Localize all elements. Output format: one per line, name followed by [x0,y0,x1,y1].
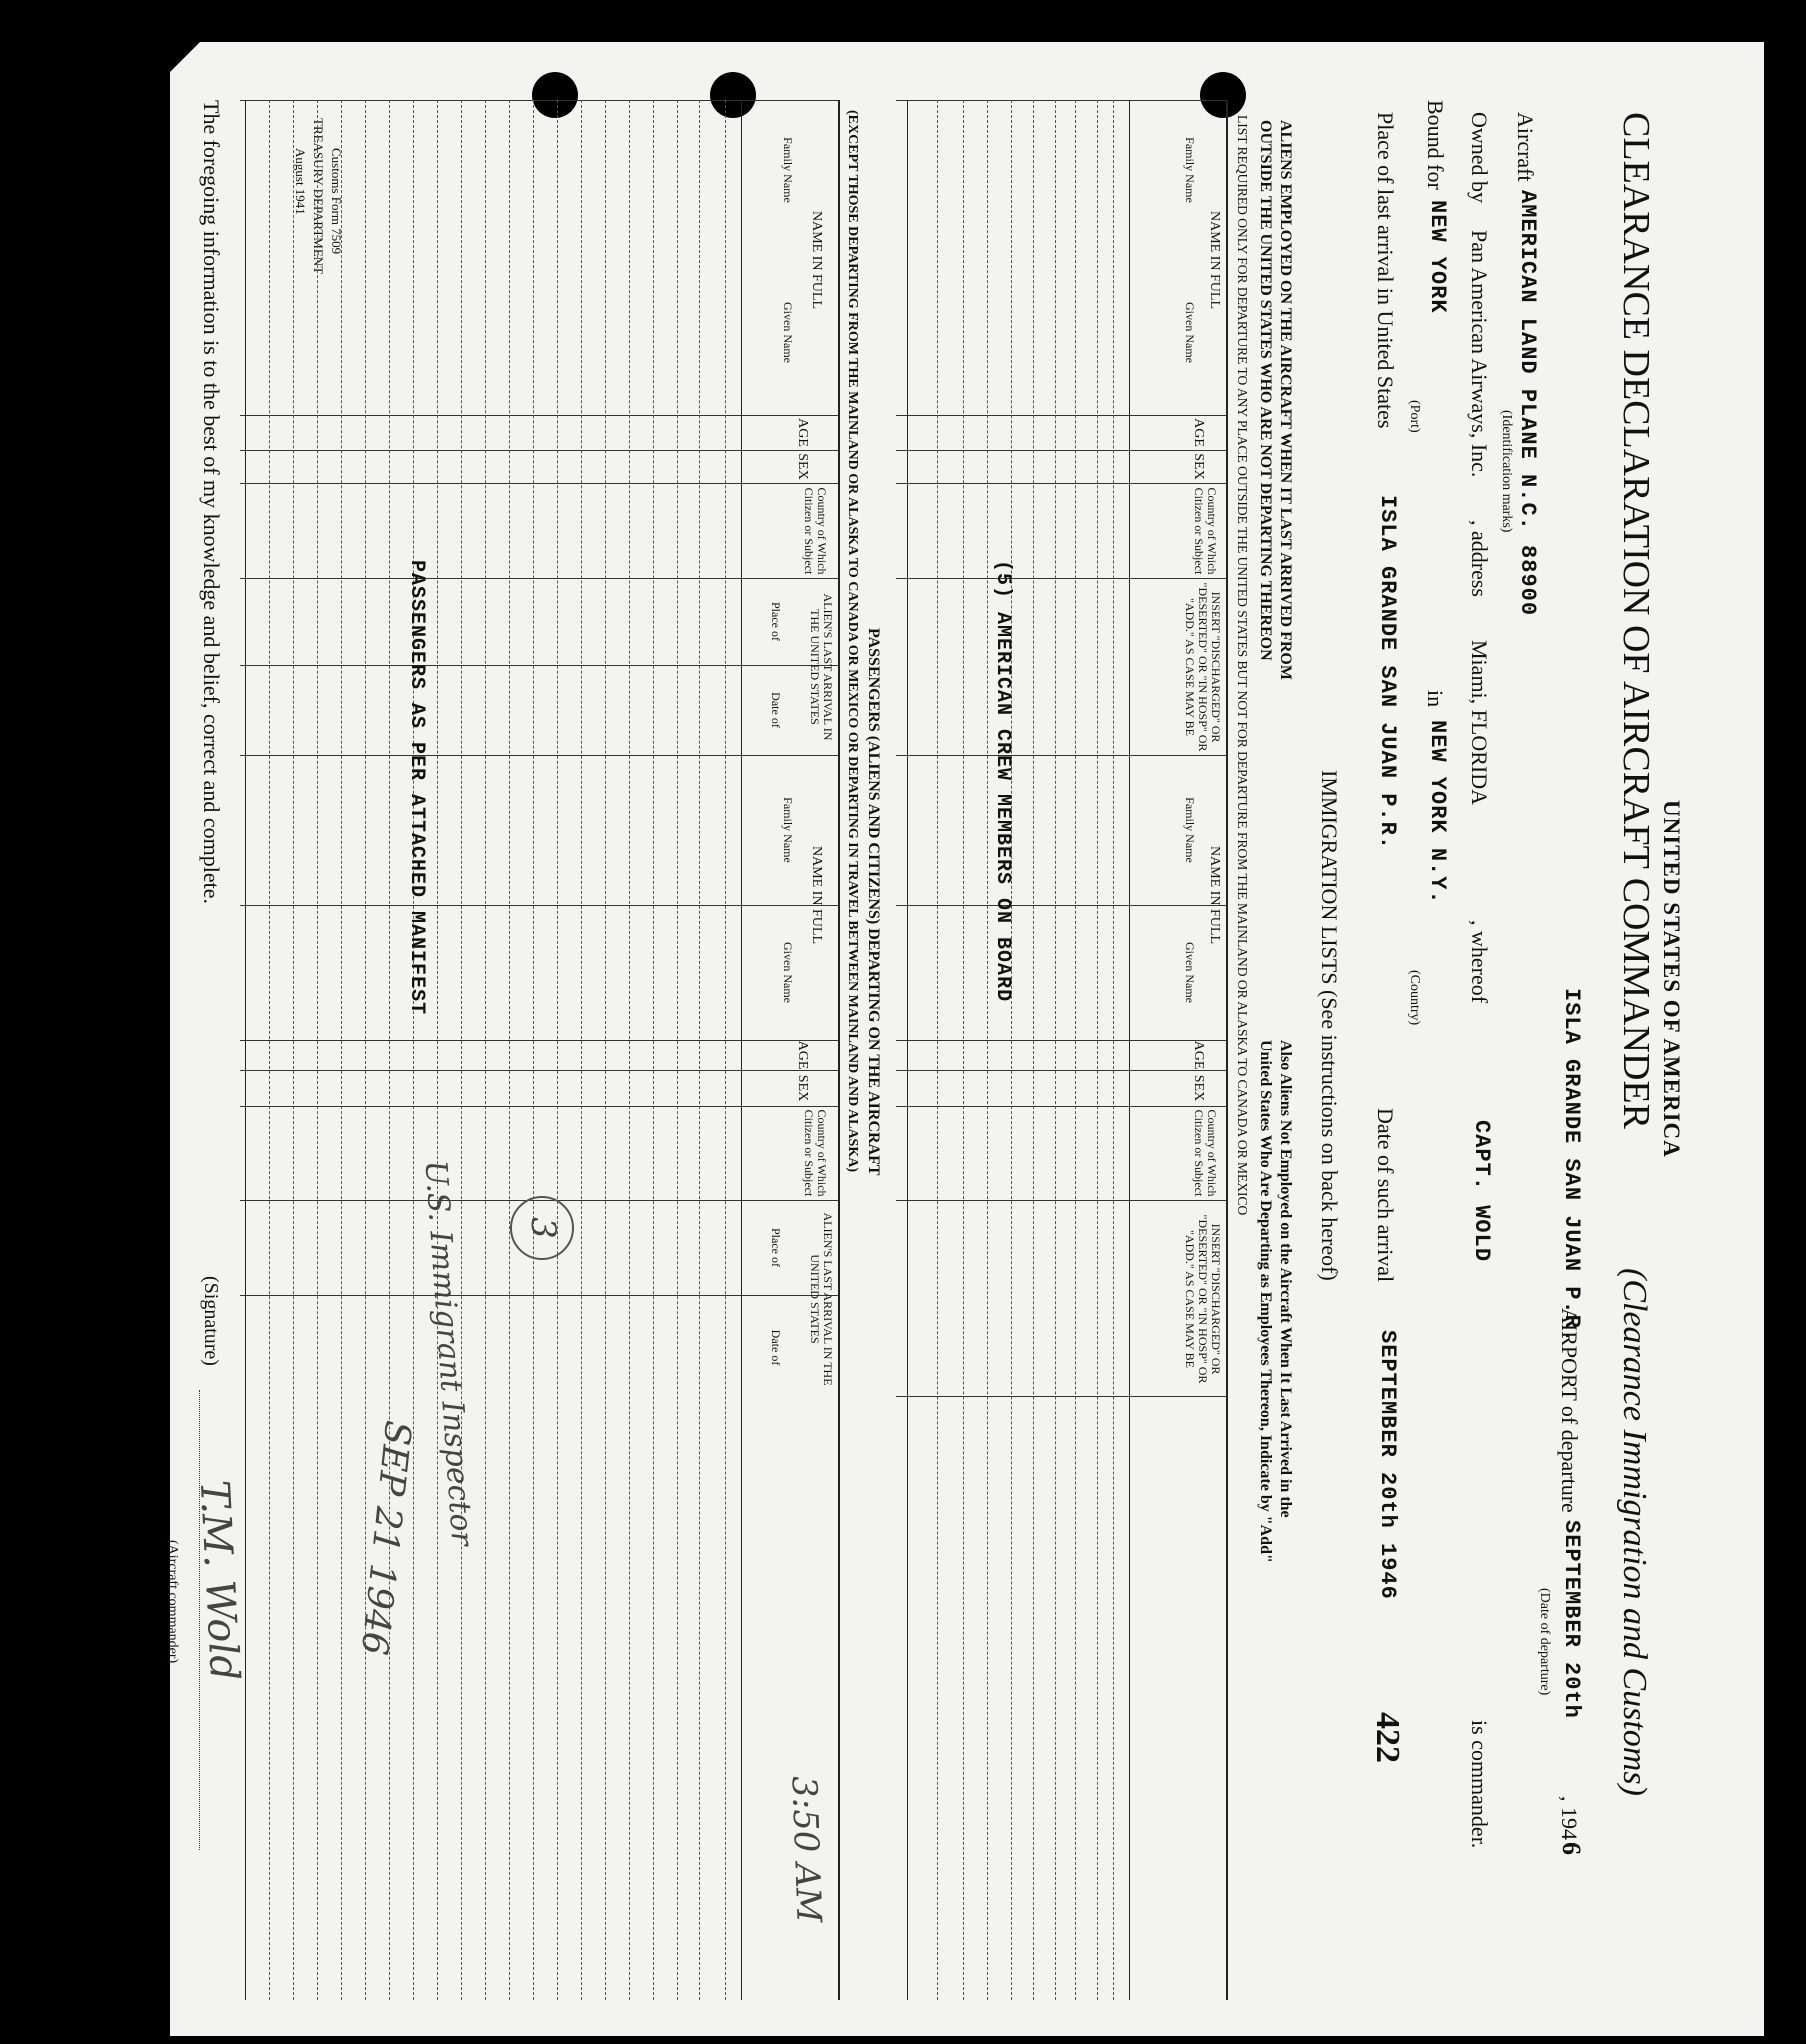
flight-number: 422 [1369,1712,1406,1763]
pass-sex-header-2: SEX [795,1074,810,1102]
pass-age-header-2: AGE [795,1040,810,1070]
pass-name-header-2: NAME IN FULL [809,846,824,944]
is-commander: is commander. [1467,1720,1492,1849]
owned-by-label: Owned by [1467,112,1492,204]
identification-caption: (Identification marks) [1499,410,1514,533]
bound-for-value: NEW YORK [1425,200,1450,314]
departure-year-prefix: , 194 [1557,1796,1582,1840]
departure-date-value: SEPTEMBER 20th [1559,1520,1584,1719]
form-department: TREASURY DEPARTMENT [311,118,326,275]
port-caption: (Port) [1407,400,1422,433]
pass-last-arrival-header: ALIEN'S LAST ARRIVAL IN THE UNITED STATES [808,593,835,741]
date-arrival-label: Date of such arrival [1373,1108,1398,1283]
commander-value: CAPT. WOLD [1469,1120,1494,1263]
crew-family-header-2: Family Name [1183,797,1197,863]
inspector-stamp: U.S. Immigrant Inspector [417,1159,480,1547]
passengers-table [240,100,840,2000]
aliens-heading-1: ALIENS EMPLOYED ON THE AIRCRAFT WHEN IT LAST ARRIVED FROM [1277,120,1294,680]
pass-date-header-2: Date of [769,1329,783,1366]
pass-last-arrival-header-2: ALIEN'S LAST ARRIVAL IN THE UNITED STATES [808,1212,835,1386]
crew-age-header-2: AGE [1191,1040,1206,1070]
crew-entry: (5) AMERICAN CREW MEMBERS ON BOARD [991,560,1014,1003]
crew-country-header-2: Country of Which Citizen or Subject [1192,1109,1219,1197]
address-value: Miami, FLORIDA [1467,640,1492,805]
last-arrival-label: Place of last arrival in United States [1373,112,1398,429]
country-value: NEW YORK N.Y. [1425,720,1450,905]
passengers-entry: PASSENGERS AS PER ATTACHED MANIFEST [405,560,428,1016]
declaration-text: The foregoing information is to the best of my knowledge and belief, correct and complete. [199,100,224,904]
owned-by-value: Pan American Airways, Inc. [1467,230,1492,478]
page-subtitle: (Clearance Immigration and Customs) [1616,1268,1653,1796]
crew-table [896,100,1228,2000]
crew-status-header: INSERT "DISCHARGED" OR "DESERTED" OR "IN HOSP" OR "ADD." AS CASE MAY BE [1183,582,1223,752]
commander-signature: T.M. Wold [190,1478,248,1682]
address-label: , address [1467,520,1492,597]
page-title: CLEARANCE DECLARATION OF AIRCRAFT COMMANDER [1615,112,1657,1129]
aircraft-value: AMERICAN LAND PLANE N.C. 88900 [1515,190,1540,617]
also-heading-2: United States Who Are Departing as Employees Thereon, Indicate by "Add" [1257,1040,1274,1563]
aliens-heading-2: OUTSIDE THE UNITED STATES WHO ARE NOT DEPARTING THEREON [1257,120,1274,661]
aircraft-label: Aircraft [1513,112,1538,182]
form-number: Customs Form 7509 [329,148,344,255]
stamp-date: SEP 21 1946 [352,1418,419,1657]
airport-label: AIRPORT of departure [1557,1308,1582,1513]
departure-year-digit: 6 [1557,1842,1586,1855]
crew-sex-header: SEX [1191,453,1206,480]
pass-family-header-2: Family Name [781,797,795,863]
date-arrival-value: SEPTEMBER 20th 1946 [1375,1330,1400,1600]
crew-given-header-2: Given Name [1183,942,1197,1003]
last-arrival-value: ISLA GRANDE SAN JUAN P.R. [1375,495,1400,851]
pass-age-header: AGE [795,418,810,447]
signature-caption: (Aircraft commander) [165,1540,180,1664]
whereof-label: , whereof [1467,920,1492,1004]
also-heading-1: Also Aliens Not Employed on the Aircraft When It Last Arrived in the [1277,1040,1294,1518]
airport-value: ISLA GRANDE SAN JUAN P.R. [1559,988,1584,1344]
passengers-heading: PASSENGERS (ALIENS AND CITIZENS) DEPARTING ON THE AIRCRAFT [865,628,882,1176]
time-note: 3:50 AM [783,1775,829,1924]
crew-name-header: NAME IN FULL [1207,211,1222,309]
country-heading: UNITED STATES OF AMERICA [1659,800,1684,1158]
in-label: in [1423,690,1448,708]
passengers-except: (EXCEPT THOSE DEPARTING FROM THE MAINLAND OR ALASKA TO CANADA OR MEXICO OR DEPARTING IN TRAVEL BETWEEN MAINLAND AND ALASKA) [845,110,860,1173]
crew-family-header: Family Name [1183,137,1197,203]
crew-country-header: Country of Which Citizen or Subject [1192,487,1219,575]
pass-place-header-2: Place of [769,1228,783,1267]
country-caption: (Country) [1407,970,1422,1026]
immigration-title: IMMIGRATION LISTS (See instructions on back hereof) [1317,770,1342,1281]
crew-name-header-2: NAME IN FULL [1207,846,1222,944]
crew-given-header: Given Name [1183,302,1197,363]
crew-sex-header-2: SEX [1191,1074,1206,1102]
list-required-note: LIST REQUIRED ONLY FOR DEPARTURE TO ANY PLACE OUTSIDE THE UNITED STATES BUT NOT FOR DEPARTURE FROM THE MAINLAND OR ALASKA TO CANADA OR MEXICO [1235,115,1250,1216]
pass-date-header: Date of [769,692,783,728]
bound-for-label: Bound for [1423,100,1448,190]
pass-country-header: Country of Which Citizen or Subject [802,487,829,575]
signature-label: (Signature) [200,1276,222,1366]
circled-number: 3 [510,1196,574,1260]
pass-family-header: Family Name [781,137,795,203]
form-edition: August 1941 [293,148,308,215]
pass-place-header: Place of [769,602,783,641]
pass-sex-header: SEX [795,453,810,480]
pass-given-header-2: Given Name [781,942,795,1003]
pass-given-header: Given Name [781,302,795,363]
pass-name-header: NAME IN FULL [809,211,824,309]
pass-country-header-2: Country of Which Citizen or Subject [802,1109,829,1197]
crew-age-header: AGE [1191,418,1206,447]
crew-status-header-2: INSERT "DISCHARGED" OR "DESERTED" OR "IN HOSP" OR "ADD." AS CASE MAY BE [1183,1214,1223,1384]
departure-date-caption: (Date of departure) [1537,1588,1552,1696]
